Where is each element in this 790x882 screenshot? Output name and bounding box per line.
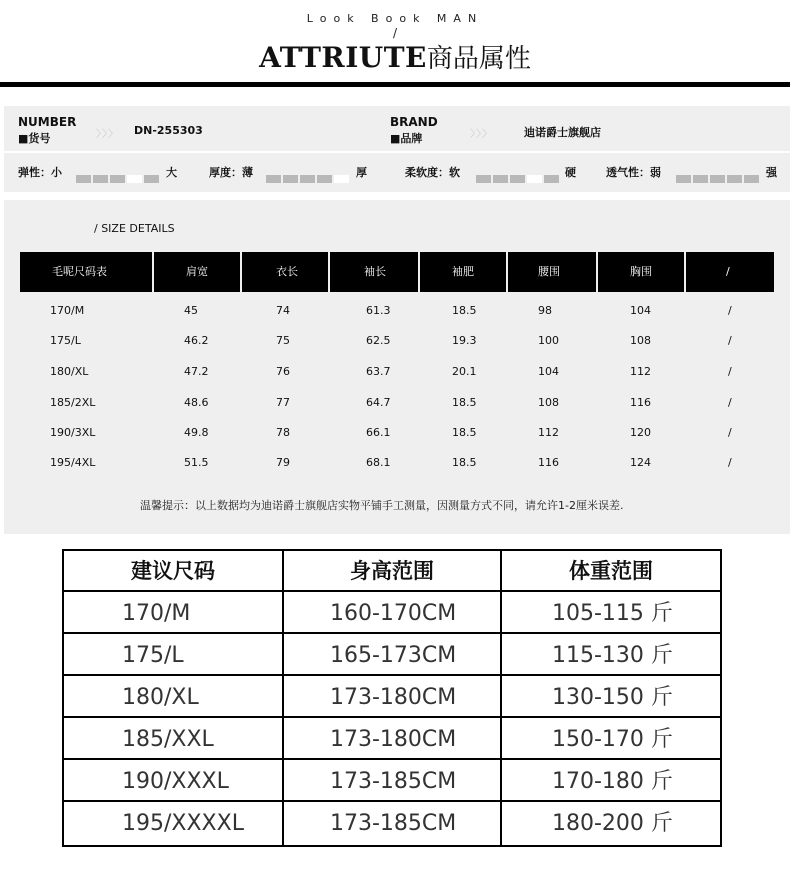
size-header-cell: 胸围 bbox=[630, 265, 652, 278]
attribute-panel bbox=[4, 106, 790, 192]
size-cell: / bbox=[728, 456, 732, 469]
size-cell: 108 bbox=[538, 396, 559, 409]
size-cell: 100 bbox=[538, 334, 559, 347]
brand-value: 迪诺爵士旗舰店 bbox=[524, 126, 601, 139]
size-cell: / bbox=[728, 304, 732, 317]
size-cell: 45 bbox=[184, 304, 198, 317]
size-cell: 20.1 bbox=[452, 365, 477, 378]
size-cell: 18.5 bbox=[452, 304, 477, 317]
scale-label-thickness: 厚度：薄 bbox=[209, 166, 253, 179]
recommend-cell: 180-200 斤 bbox=[552, 811, 673, 836]
size-cell: 68.1 bbox=[366, 456, 391, 469]
size-cell: 190/3XL bbox=[50, 426, 96, 439]
scale-label-softness: 柔软度：软 bbox=[405, 166, 460, 179]
size-cell: 64.7 bbox=[366, 396, 391, 409]
size-header-cell: 肩宽 bbox=[186, 265, 208, 278]
scale-bar-breathability bbox=[676, 168, 761, 176]
attribute-divider bbox=[4, 151, 790, 153]
table-row bbox=[64, 803, 720, 844]
table-row bbox=[64, 635, 720, 676]
recommend-cell: 115-130 斤 bbox=[552, 643, 673, 668]
recommend-cell: 173-180CM bbox=[330, 727, 457, 752]
size-cell: 51.5 bbox=[184, 456, 209, 469]
table-row bbox=[4, 326, 790, 356]
size-cell: 18.5 bbox=[452, 426, 477, 439]
size-cell: / bbox=[728, 396, 732, 409]
size-header-cell: 袖肥 bbox=[452, 265, 474, 278]
size-cell: 116 bbox=[630, 396, 651, 409]
recommend-cell: 173-185CM bbox=[330, 811, 457, 836]
size-header-cell: 腰围 bbox=[538, 265, 560, 278]
scale-label-elasticity: 弹性：小 bbox=[18, 166, 62, 179]
size-cell: 66.1 bbox=[366, 426, 391, 439]
size-header-cell: / bbox=[726, 265, 730, 278]
recommend-cell: 175/L bbox=[122, 643, 184, 668]
page-title bbox=[0, 38, 790, 75]
scale-end-thickness: 厚 bbox=[356, 166, 367, 179]
page-title-cn: 商品属性 bbox=[426, 44, 531, 74]
recommend-cell: 173-185CM bbox=[330, 769, 457, 794]
size-cell: 170/M bbox=[50, 304, 85, 317]
table-row bbox=[64, 677, 720, 718]
number-label-en: NUMBER bbox=[18, 115, 77, 129]
size-cell: 104 bbox=[630, 304, 651, 317]
size-cell: 180/XL bbox=[50, 365, 89, 378]
table-row bbox=[4, 448, 790, 478]
size-header-cell: 衣长 bbox=[276, 265, 298, 278]
scale-bar-elasticity bbox=[76, 168, 161, 176]
recommend-cell: 105-115 斤 bbox=[552, 601, 673, 626]
scale-bar-thickness bbox=[266, 168, 351, 176]
size-cell: 48.6 bbox=[184, 396, 209, 409]
table-row bbox=[64, 761, 720, 802]
brand-label-en: BRAND bbox=[390, 115, 438, 129]
size-cell: 18.5 bbox=[452, 456, 477, 469]
size-cell: 74 bbox=[276, 304, 290, 317]
scale-end-breathability: 强 bbox=[766, 166, 777, 179]
recommend-header-cell: 建议尺码 bbox=[131, 559, 215, 583]
size-cell: 195/4XL bbox=[50, 456, 96, 469]
size-details-panel bbox=[4, 200, 790, 534]
recommend-cell: 170/M bbox=[122, 601, 191, 626]
size-cell: 112 bbox=[538, 426, 559, 439]
recommend-table bbox=[62, 549, 722, 847]
recommend-cell: 170-180 斤 bbox=[552, 769, 673, 794]
table-row bbox=[4, 296, 790, 326]
scale-end-elasticity: 大 bbox=[166, 166, 177, 179]
size-cell: 124 bbox=[630, 456, 651, 469]
size-table-header bbox=[20, 252, 774, 292]
recommend-cell: 190/XXXL bbox=[122, 769, 229, 794]
size-cell: 108 bbox=[630, 334, 651, 347]
scale-end-softness: 硬 bbox=[565, 166, 576, 179]
size-cell: 175/L bbox=[50, 334, 81, 347]
table-row bbox=[64, 719, 720, 760]
size-cell: 19.3 bbox=[452, 334, 477, 347]
recommend-header-row bbox=[64, 551, 720, 592]
table-row bbox=[4, 388, 790, 418]
size-cell: 78 bbox=[276, 426, 290, 439]
recommend-cell: 195/XXXXL bbox=[122, 811, 244, 836]
header-divider bbox=[0, 82, 790, 87]
scale-label-breathability: 透气性：弱 bbox=[606, 166, 661, 179]
size-header-cell: 袖长 bbox=[364, 265, 386, 278]
size-cell: 63.7 bbox=[366, 365, 391, 378]
header-slash: / bbox=[392, 26, 398, 40]
table-row bbox=[4, 357, 790, 387]
number-value: DN-255303 bbox=[134, 124, 203, 137]
recommend-header-cell: 体重范围 bbox=[569, 559, 653, 583]
brand-label-cn: ■品牌 bbox=[390, 132, 423, 145]
header-tagline: Look Book MAN bbox=[306, 12, 484, 25]
size-cell: / bbox=[728, 426, 732, 439]
number-label-cn: ■货号 bbox=[18, 132, 51, 145]
recommend-cell: 150-170 斤 bbox=[552, 727, 673, 752]
size-cell: / bbox=[728, 334, 732, 347]
attribute-scales bbox=[4, 164, 790, 180]
size-cell: 18.5 bbox=[452, 396, 477, 409]
size-cell: 61.3 bbox=[366, 304, 391, 317]
size-cell: 76 bbox=[276, 365, 290, 378]
size-cell: 116 bbox=[538, 456, 559, 469]
size-cell: 120 bbox=[630, 426, 651, 439]
size-header-cell: 毛呢尺码表 bbox=[52, 265, 107, 278]
size-details-caption: / SIZE DETAILS bbox=[94, 222, 175, 235]
recommend-cell: 185/XXL bbox=[122, 727, 214, 752]
recommend-cell: 165-173CM bbox=[330, 643, 457, 668]
chevron-icon: 〉〉〉 bbox=[470, 129, 493, 140]
size-cell: 49.8 bbox=[184, 426, 209, 439]
recommend-cell: 180/XL bbox=[122, 685, 199, 710]
table-row bbox=[64, 593, 720, 634]
table-row bbox=[4, 418, 790, 448]
size-cell: 185/2XL bbox=[50, 396, 96, 409]
size-cell: 46.2 bbox=[184, 334, 209, 347]
measurement-tip: 温馨提示：以上数据均为迪诺爵士旗舰店实物平铺手工测量，因测量方式不同，请允许1-2厘米误差. bbox=[140, 499, 624, 512]
size-cell: / bbox=[728, 365, 732, 378]
recommend-cell: 130-150 斤 bbox=[552, 685, 673, 710]
recommend-header-cell: 身高范围 bbox=[350, 559, 434, 583]
attribute-row-ids bbox=[4, 116, 790, 148]
size-cell: 112 bbox=[630, 365, 651, 378]
page-title-en: ATTRIUTE bbox=[259, 41, 427, 74]
size-cell: 77 bbox=[276, 396, 290, 409]
scale-bar-softness bbox=[476, 168, 561, 176]
size-cell: 75 bbox=[276, 334, 290, 347]
size-cell: 79 bbox=[276, 456, 290, 469]
recommend-cell: 160-170CM bbox=[330, 601, 457, 626]
size-cell: 104 bbox=[538, 365, 559, 378]
size-cell: 62.5 bbox=[366, 334, 391, 347]
chevron-icon: 〉〉〉 bbox=[96, 129, 119, 140]
size-cell: 98 bbox=[538, 304, 552, 317]
size-cell: 47.2 bbox=[184, 365, 209, 378]
recommend-cell: 173-180CM bbox=[330, 685, 457, 710]
